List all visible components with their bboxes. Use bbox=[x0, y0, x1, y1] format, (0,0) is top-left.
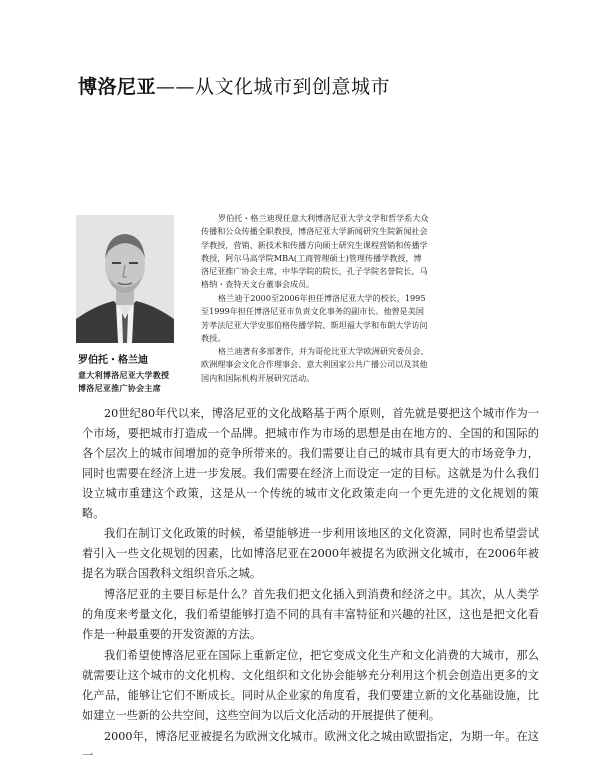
article-body bbox=[82, 404, 539, 767]
bio-paragraph: 格兰迪于2000至2006年担任博洛尼亚大学的校长，1995至1999年担任博洛尼亚市负责文化事务的副市长。他曾是美国芳孝法尼亚大学安那伯格传播学院、斯坦福大学和布朗大学访问教授。 bbox=[201, 293, 428, 343]
title-dash: —— bbox=[156, 76, 196, 98]
title-main: 博洛尼亚 bbox=[78, 76, 157, 98]
portrait-image bbox=[76, 215, 174, 343]
body-paragraph: 我们在制订文化政策的时候，希望能够进一步利用该地区的文化资源，同时也希望尝试着引入一些文化规划的因素，比如博洛尼亚在2000年被提名为欧洲文化城市，在2006年被提名为联合国教科文组织音乐之城。 bbox=[82, 527, 539, 581]
author-role-1: 意大利博洛尼亚大学教授 bbox=[78, 370, 170, 380]
page-title bbox=[78, 72, 390, 99]
body-paragraph: 博洛尼亚的主要目标是什么？首先我们把文化插入到消费和经济之中。其次，从人类学的角度来考量文化，我们希望能够打造不同的具有丰富特征和兴趣的社区，这也是把文化看作是一种最重要的开发资源的方法。 bbox=[82, 588, 539, 641]
author-name: 罗伯托・格兰迪 bbox=[78, 355, 148, 366]
body-paragraph: 20世纪80年代以来，博洛尼亚的文化战略基于两个原则，首先就是要把这个城市作为一个市场，要把城市打造成一个品牌。把城市作为市场的思想是由在地方的、全国的和国际的各个层次上的城市间增加的竞争所带来的。我们需要让自己的城市具有更大的市场竞争力，同时也需要在经济上进一步发展。我们需要在经济上而设定一定的目标。这就是为什么我们设立城市重建这个政策，这是从一个传统的城市文化政策走向一个更先进的文化规划的策略。 bbox=[82, 407, 539, 520]
author-portrait bbox=[76, 215, 174, 343]
bio-paragraph: 格兰迪著有多部著作，并为哥伦比亚大学欧洲研究委员会、欧洲理事会文化合作理事会、意大利国家公共广播公司以及其他国内和国际机构开展研究活动。 bbox=[201, 346, 429, 383]
body-paragraph: 我们希望使博洛尼亚在国际上重新定位，把它变成文化生产和文化消费的大城市，那么就需要让这个城市的文化机构、文化组织和文化协会能够充分利用这个机会创造出更多的文化产品，能够让它们不断成长。同时从企业家的角度看，我们要建立新的文化基础设施，比如建立一些新的公共空间，这些空间为以后文化活动的开展提供了便利。 bbox=[82, 648, 539, 722]
title-sub: 从文化城市到创意城市 bbox=[195, 76, 391, 98]
bio-paragraph: 罗伯托・格兰迪现任意大利博洛尼亚大学文学和哲学系大众传播和公众传播全职教授，博洛尼亚大学新闻研究生院新闻社会学教授，营销、新技术和传播方向硕士研究生课程营销和传播学教授，阿尔马高学院MBA(工商管理硕士)管理传播学教授，博洛尼亚推广协会主席，中华学院的院长，孔子学院名誉院长，马格纳・查特天文台董事会成员。 bbox=[201, 213, 429, 290]
author-role-2: 博洛尼亚推广协会主席 bbox=[78, 383, 161, 393]
body-paragraph: 2000年，博洛尼亚被提名为欧洲文化城市。欧洲文化之城由欧盟指定，为期一年。在这一 bbox=[82, 729, 539, 763]
